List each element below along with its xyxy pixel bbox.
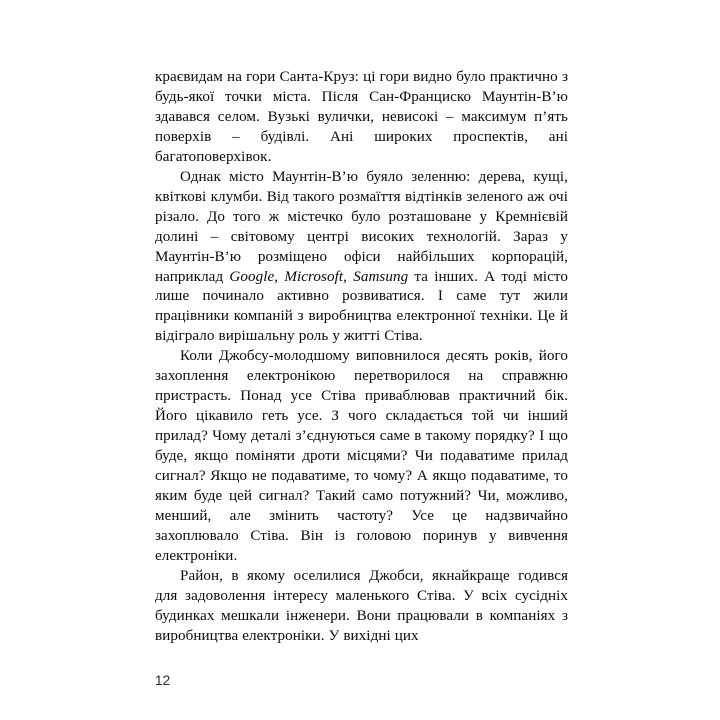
- paragraph-3-text: Коли Джобсу-молодшому виповнилося десять років, його захоплення електронікою перетворилося на справжню пристрасть. Понад усе Стіва приваблював практичний бік. Його цікавило геть усе. З чого складається той чи інший прилад? Чому деталі з’єднуються саме в такому порядку? І що буде, якщо поміняти дроти місцями? Чи подаватиме прилад сигнал? Якщо не подаватиме, то чому? А якщо подаватиме, то яким буде цей сигнал? Такий само потужний? Чи, можливо, менший, але змінить частоту? Усе це надзвичайно захоплювало Стіва. Він із головою поринув у вивчення електроніки.: [155, 348, 568, 564]
- brand-name-google: Google: [229, 268, 275, 285]
- paragraph-4: [155, 567, 568, 647]
- body-text-column: [155, 68, 568, 647]
- paragraph-2-run-1: Однак місто Маунтін-В’ю буяло зеленню: дерева, кущі, квіткові клумби. Від такого розмаїття відтінків зеленого аж очі різало. До того ж містечко було розташоване у Кремнієвій долині – світовому центрі високих технологій. Зараз у Маунтін-В’ю розміщено офіси найбільших корпорацій, наприклад: [155, 168, 568, 285]
- brand-name-microsoft: Microsoft: [284, 268, 344, 285]
- paragraph-1-text: краєвидам на гори Санта-Круз: ці гори видно було практично з будь-якої точки міста. Після Сан-Франциско Маунтін-В’ю здавався селом. Вузькі вулички, невисокі – максимум п’ять поверхів – будівлі. Ані широких проспектів, ані багатоповерхівок.: [155, 69, 568, 165]
- brand-name-samsung: Samsung: [353, 268, 409, 285]
- paragraph-2-run-5: ,: [343, 268, 354, 285]
- paragraph-2-run-3: ,: [274, 268, 285, 285]
- paragraph-1: [155, 68, 568, 168]
- paragraph-4-text: Район, в якому оселилися Джобси, якнайкраще годився для задоволення інтересу маленького Стіва. У всіх сусідніх будинках мешкали інженери. Вони працювали в компаніях з виробництва електроніки. У вихідні цих: [155, 567, 568, 644]
- page-number: 12: [155, 673, 171, 688]
- paragraph-3: [155, 347, 568, 566]
- paragraph-2: [155, 168, 568, 348]
- paragraph-2-run-7: та інших. А тоді місто лише починало активно розвиватися. І саме тут жили працівники компаній з виробництва електронної техніки. Це й відіграло вирішальну роль у житті Стіва.: [155, 268, 568, 345]
